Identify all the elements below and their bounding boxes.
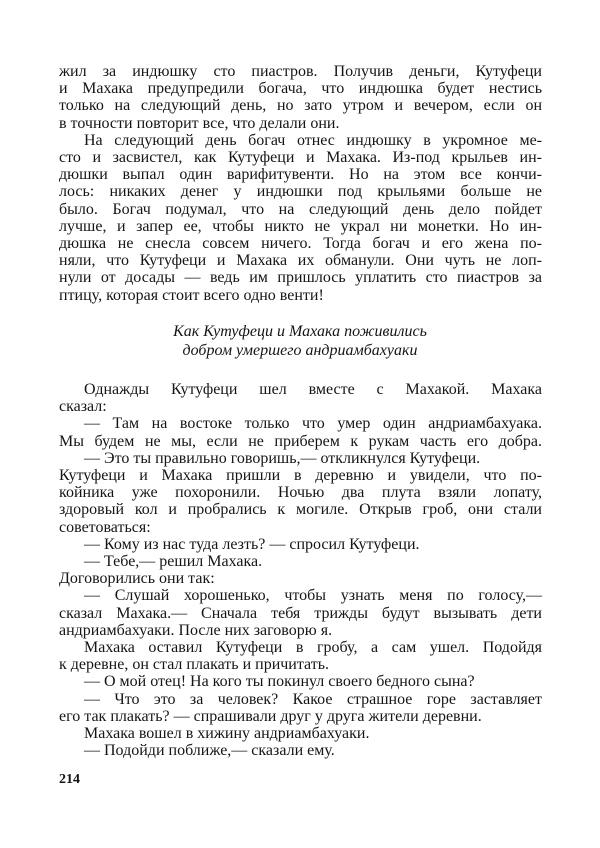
text-line: сказал: bbox=[59, 398, 107, 416]
text-line: только на следующий день, но зато утром и вечером, если он bbox=[59, 97, 542, 115]
text-line: Договорились они так: bbox=[59, 570, 215, 588]
text-line: койника уже похоронили. Ночью два плута взяли лопату, bbox=[59, 484, 542, 502]
text-line: жил за индюшку сто пиастров. Получив деньги, Кутуфеци bbox=[59, 63, 542, 80]
text-line: — Тебе,— решил Махака. bbox=[84, 553, 263, 570]
text-line: птицу, которая стоит всего одно венти! bbox=[59, 286, 324, 304]
text-line: в точности повторит все, что делали они. bbox=[59, 114, 340, 132]
story-title-line: Как Кутуфеци и Махака поживились bbox=[173, 323, 427, 340]
text-line: к деревне, он стал плакать и причитать. bbox=[59, 656, 330, 674]
text-line: дюшка не снесла совсем ничего. Тогда богач и его жена по- bbox=[59, 235, 542, 252]
text-line: Мы будем не мы, если не приберем к рукам часть его добра. bbox=[59, 432, 542, 450]
text-line: сто и засвистел, как Кутуфеци и Махака. Из-под крыльев ин- bbox=[59, 149, 542, 166]
page-number: 214 bbox=[59, 772, 80, 787]
text-line: дюшки выпал один варифитувенти. Но на этом все кончи- bbox=[59, 166, 542, 184]
text-line: здоровый кол и пробрались к могиле. Открыв гроб, они стали bbox=[59, 501, 542, 519]
text-line: — О мой отец! На кого ты покинул своего бедного сына? bbox=[84, 673, 475, 691]
text-line: Однажды Кутуфеци шел вместе с Махакой. Махака bbox=[84, 381, 542, 398]
text-line: лось: никаких денег у индюшки под крыльями больше не bbox=[59, 183, 542, 201]
text-line: и Махака предупредили богача, что индюшка будет нестись bbox=[59, 80, 542, 98]
text-line: было. Богач подумал, что на следующий день дело пойдет bbox=[59, 200, 542, 218]
text-line: Махака вошел в хижину андриамбахуаки. bbox=[84, 725, 370, 742]
story-title-line: добром умершего андриамбахуаки bbox=[182, 342, 418, 359]
text-line: его так плакать? — спрашивали друг у друга жители деревни. bbox=[59, 707, 482, 725]
text-line: андриамбахуаки. После них заговорю я. bbox=[59, 621, 333, 639]
text-line: — Это ты правильно говоришь,— откликнулся Кутуфеци. bbox=[84, 449, 481, 467]
text-line: няли, что Кутуфеци и Махака их обманули. Они чуть не лоп- bbox=[59, 252, 542, 270]
text-line: Кутуфеци и Махака пришли в деревню и увидели, что по- bbox=[59, 467, 542, 484]
text-line: сказал Махака.— Сначала тебя трижды будут вызывать дети bbox=[59, 604, 542, 622]
text-line: Махака оставил Кутуфеци в гробу, а сам ушел. Подойдя bbox=[84, 639, 542, 656]
text-line: — Там на востоке только что умер один андриамбахуака. bbox=[84, 415, 542, 433]
text-line: советоваться: bbox=[59, 518, 151, 536]
text-line: — Кому из нас туда лезть? — спросил Кутуфеци. bbox=[84, 535, 420, 553]
text-line: нули от досады — ведь им пришлось уплатить сто пиастров за bbox=[59, 269, 542, 287]
text-line: — Подойди поближе,— сказали ему. bbox=[84, 742, 335, 760]
text-line: лучше, и запер ее, чтобы никто не украл ни монетки. Но ин- bbox=[59, 217, 542, 235]
text-line: На следующий день богач отнес индюшку в укромное ме- bbox=[84, 131, 542, 149]
text-line: — Что это за человек? Какое страшное горе заставляет bbox=[84, 690, 542, 708]
text-line: — Слушай хорошенько, чтобы узнать меня по голосу,— bbox=[84, 587, 542, 605]
